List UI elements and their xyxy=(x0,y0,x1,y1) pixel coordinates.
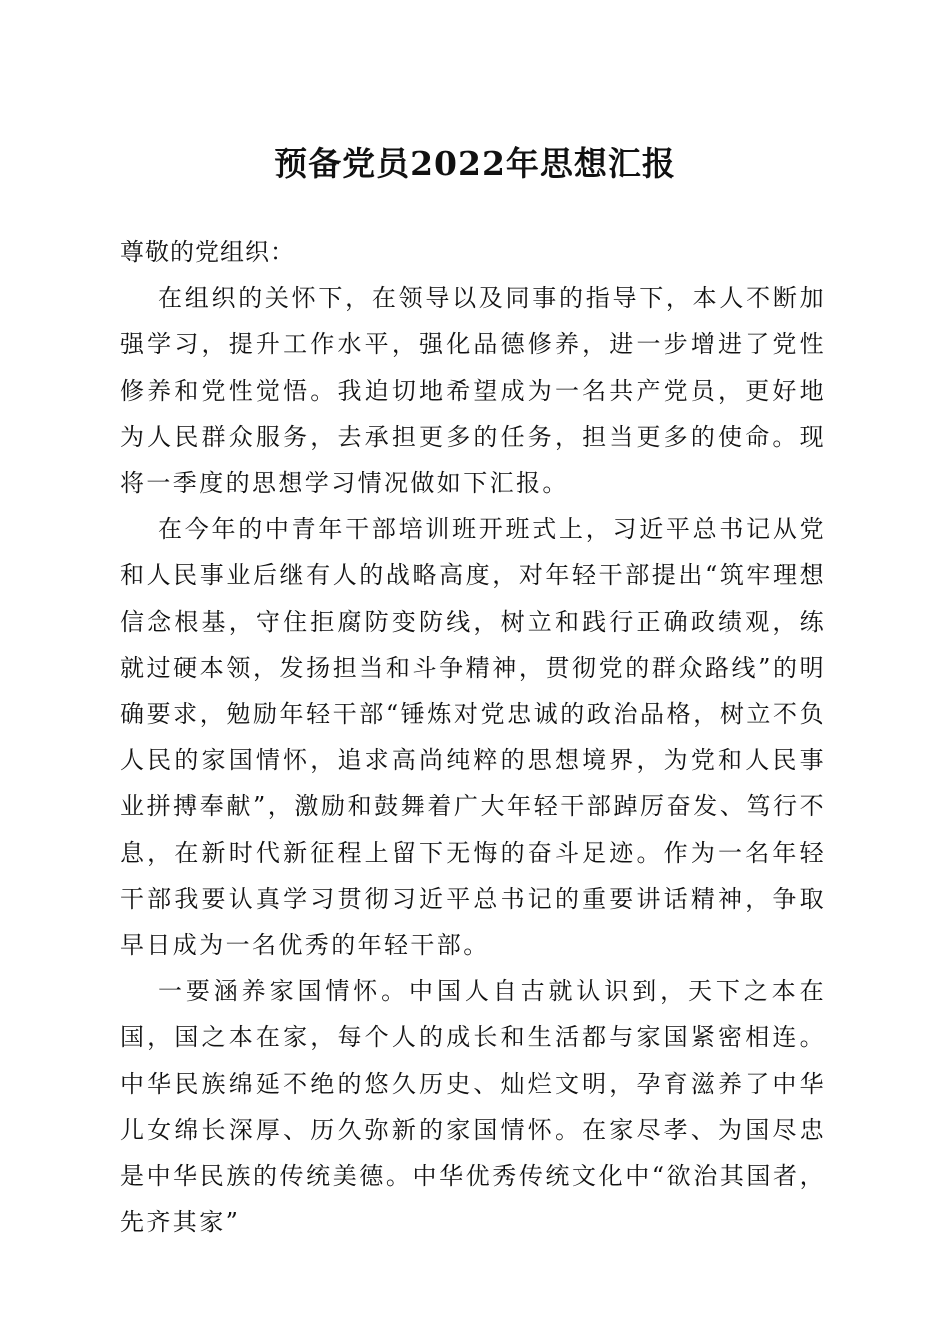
document-title: 预备党员2022年思想汇报 xyxy=(274,144,676,183)
paragraph-2: 在今年的中青年干部培训班开班式上，习近平总书记从党和人民事业后继有人的战略高度，对年轻干部提出“筑牢理想信念根基，守住拒腐防变防线，树立和践行正确政绩观，练就过硬本领，发扬担当和斗争精神，贯彻党的群众路线”的明确要求，勉励年轻干部“锤炼对党忠诚的政治品格，树立不负人民的家国情怀，追求高尚纯粹的思想境界，为党和人民事业拼搏奉献”，激励和鼓舞着广大年轻干部踔厉奋发、笃行不息，在新时代新征程上留下无悔的奋斗足迹。作为一名年轻干部我要认真学习贯彻习近平总书记的重要讲话精神，争取早日成为一名优秀的年轻干部。 xyxy=(120,515,826,960)
salutation: 尊敬的党组织： xyxy=(120,238,295,266)
paragraph-3: 一要涵养家国情怀。中国人自古就认识到，天下之本在国，国之本在家，每个人的成长和生活都与家国紧密相连。中华民族绵延不绝的悠久历史、灿烂文明，孕育滋养了中华儿女绵长深厚、历久弥新的家国情怀。在家尽孝、为国尽忠是中华民族的传统美德。中华优秀传统文化中“欲治其国者，先齐其家” xyxy=(120,977,826,1237)
document-body xyxy=(120,229,826,1245)
paragraph-1: 在组织的关怀下，在领导以及同事的指导下，本人不断加强学习，提升工作水平，强化品德修养，进一步增进了党性修养和党性觉悟。我迫切地希望成为一名共产党员，更好地为人民群众服务，去承担更多的任务，担当更多的使命。现将一季度的思想学习情况做如下汇报。 xyxy=(120,284,826,498)
